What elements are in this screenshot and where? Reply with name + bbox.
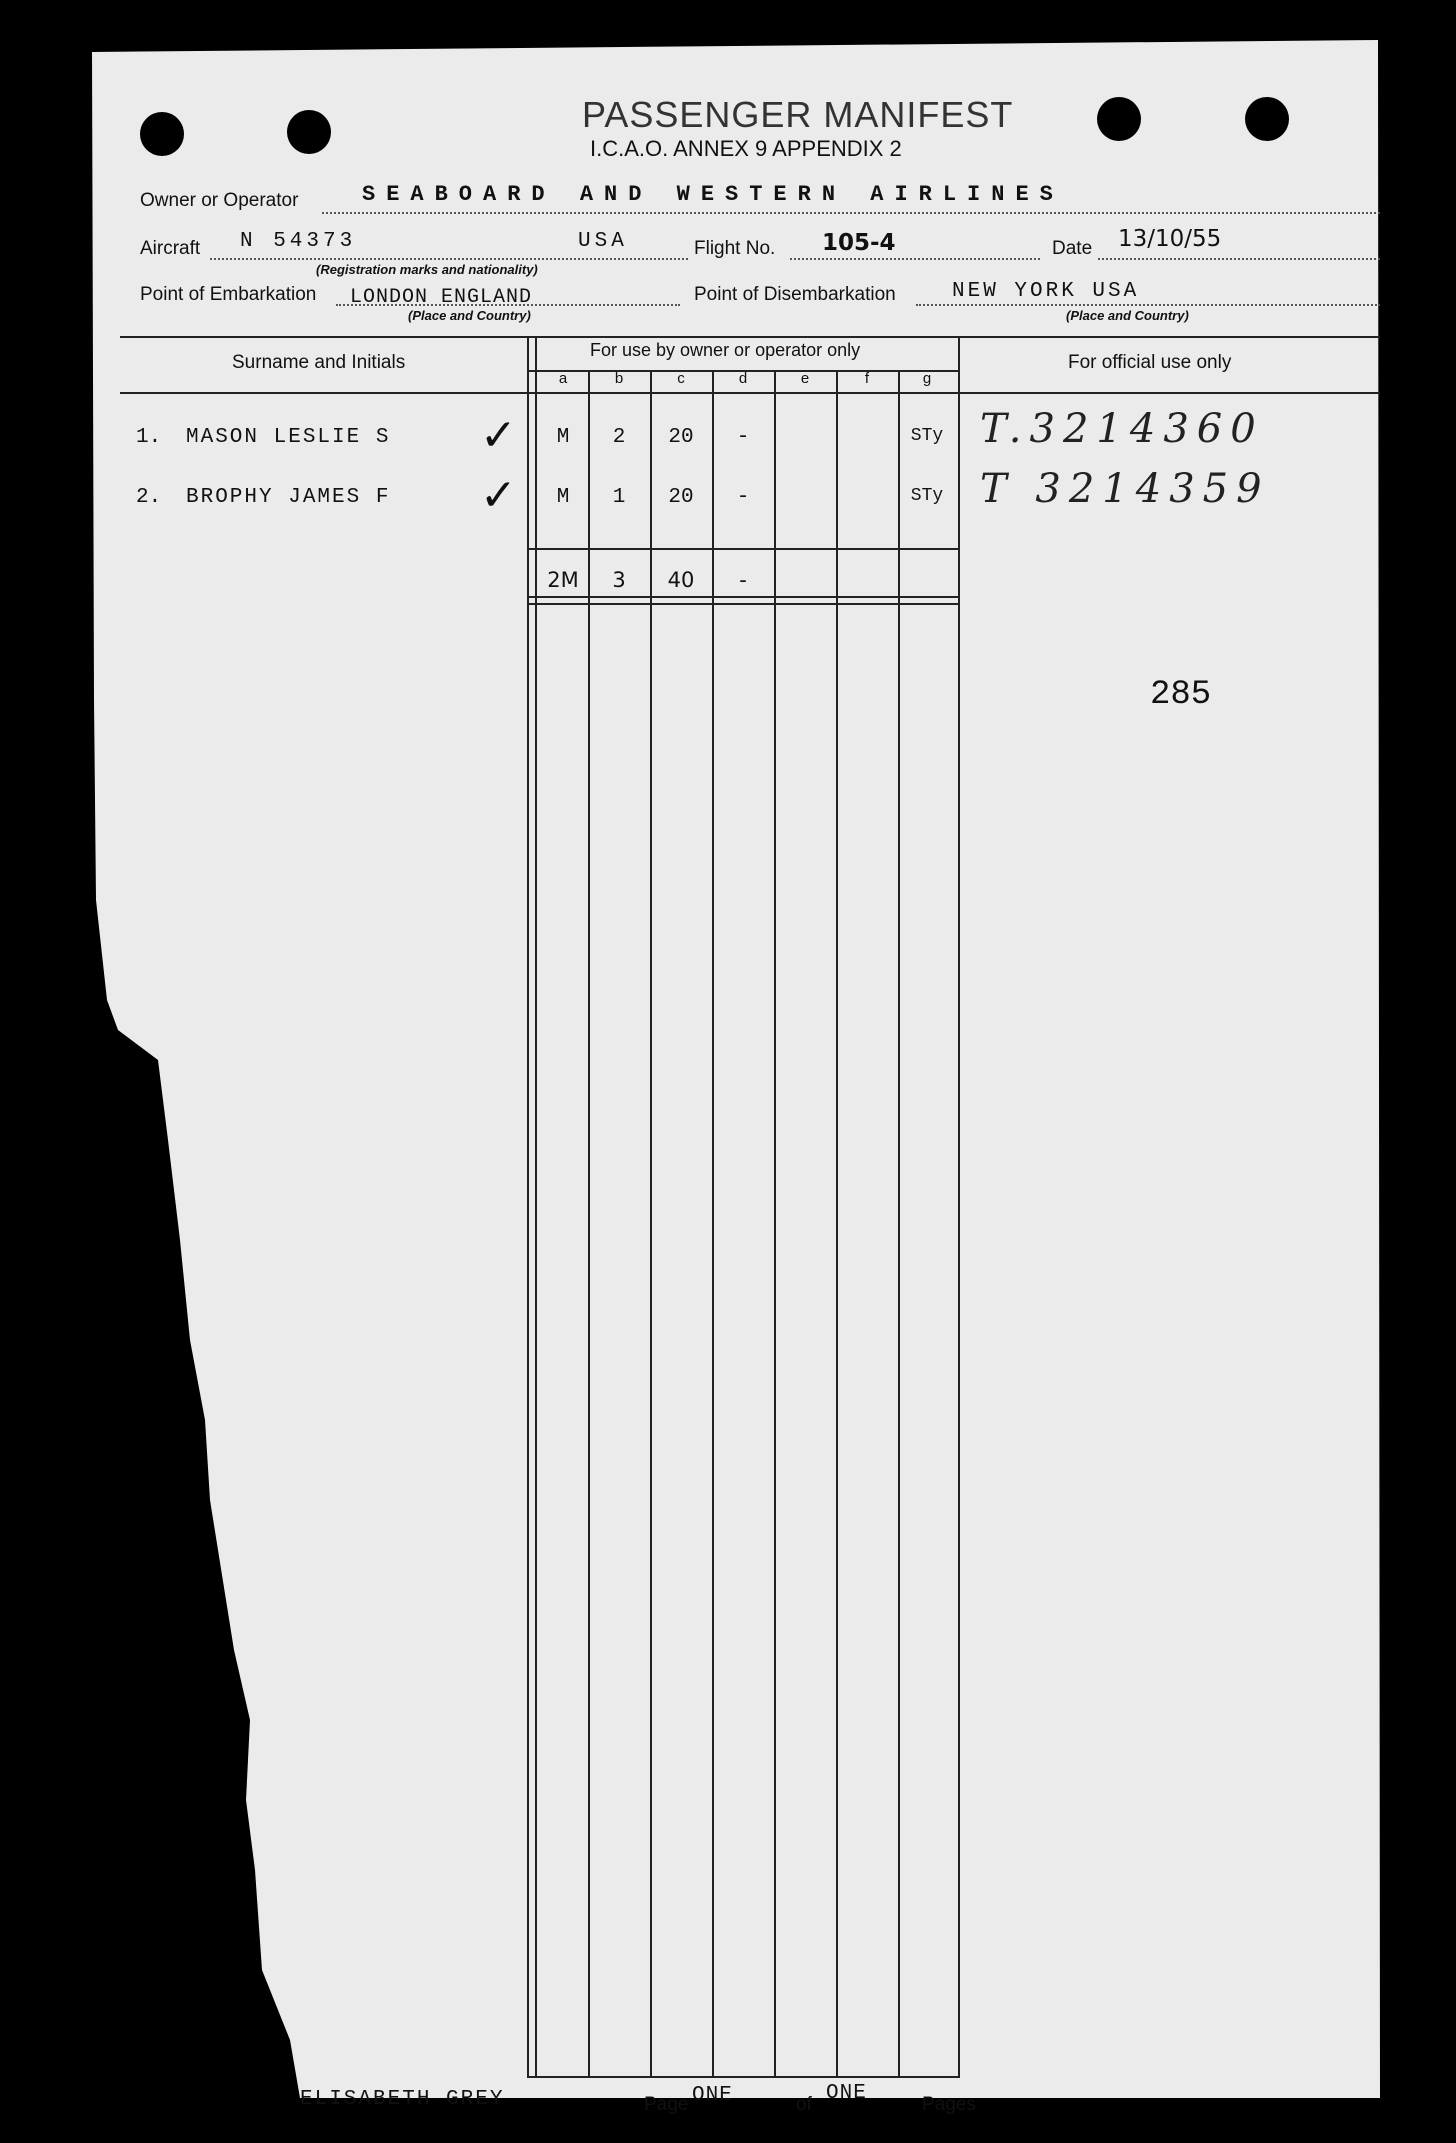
cell-b: 2 [612, 426, 626, 449]
passenger-name: MASON LESLIE S [186, 426, 391, 449]
column-header-f: f [864, 370, 870, 387]
punch-hole [140, 112, 184, 156]
punch-hole [1097, 97, 1141, 141]
date-label: Date [1052, 238, 1093, 259]
column-header-a: a [558, 370, 568, 387]
surname-header: Surname and Initials [232, 352, 406, 373]
cell-c: 20 [668, 426, 694, 449]
signed-by: ELISABETH GREY [300, 2088, 505, 2111]
total-d: - [739, 568, 747, 592]
of-label: of [796, 2094, 812, 2115]
page-label: Page [644, 2094, 689, 2115]
check-mark: ✓ [480, 410, 517, 461]
aircraft-registration: N 54373 [240, 230, 357, 253]
stamp-number: 285 [1150, 676, 1212, 714]
row-number: 2. [136, 486, 162, 509]
cell-b: 1 [612, 486, 626, 509]
of-value: ONE [826, 2082, 867, 2105]
punch-hole [287, 110, 331, 154]
cell-a: M [556, 426, 570, 449]
column-header-c: c [677, 370, 685, 387]
column-header-g: g [922, 370, 932, 387]
aircraft-label: Aircraft [140, 238, 201, 259]
official-use-header: For official use only [1068, 352, 1232, 373]
punch-hole [1245, 97, 1289, 141]
disembarkation-label: Point of Disembarkation [694, 284, 896, 305]
page-subtitle: I.C.A.O. ANNEX 9 APPENDIX 2 [590, 136, 902, 161]
total-a: 2M [547, 568, 579, 592]
flight-number: 105-4 [822, 230, 896, 256]
cell-g: STy [910, 486, 944, 506]
date-value: 13/10/55 [1118, 226, 1222, 252]
embarkation-label: Point of Embarkation [140, 284, 317, 305]
owner-value: SEABOARD AND WESTERN AIRLINES [362, 182, 1064, 207]
cell-a: M [556, 486, 570, 509]
passenger-name: BROPHY JAMES F [186, 486, 391, 509]
cell-g: STy [910, 426, 944, 446]
official-number: T.3214360 [980, 406, 1264, 452]
check-mark: ✓ [480, 470, 517, 521]
total-b: 3 [612, 568, 626, 592]
owner-label: Owner or Operator [140, 190, 299, 211]
cell-d: - [736, 426, 750, 449]
aircraft-nationality: USA [578, 230, 628, 253]
aircraft-hint: (Registration marks and nationality) [316, 262, 538, 277]
page-value: ONE [692, 2084, 733, 2107]
disembarkation-value: NEW YORK USA [952, 280, 1140, 303]
column-header-d: d [738, 370, 748, 387]
column-header-e: e [800, 370, 810, 387]
cell-d: - [736, 486, 750, 509]
official-number: T 3214359 [980, 466, 1270, 512]
embarkation-value: LONDON ENGLAND [350, 286, 533, 309]
flight-label: Flight No. [694, 238, 776, 259]
row-number: 1. [136, 426, 162, 449]
page-title: PASSENGER MANIFEST [582, 94, 1014, 135]
pages-label: Pages [922, 2094, 976, 2115]
disembarkation-hint: (Place and Country) [1066, 308, 1189, 323]
total-c: 40 [667, 568, 695, 592]
cell-c: 20 [668, 486, 694, 509]
column-header-b: b [614, 370, 624, 387]
owner-use-header: For use by owner or operator only [590, 340, 861, 360]
embarkation-hint: (Place and Country) [408, 308, 531, 323]
